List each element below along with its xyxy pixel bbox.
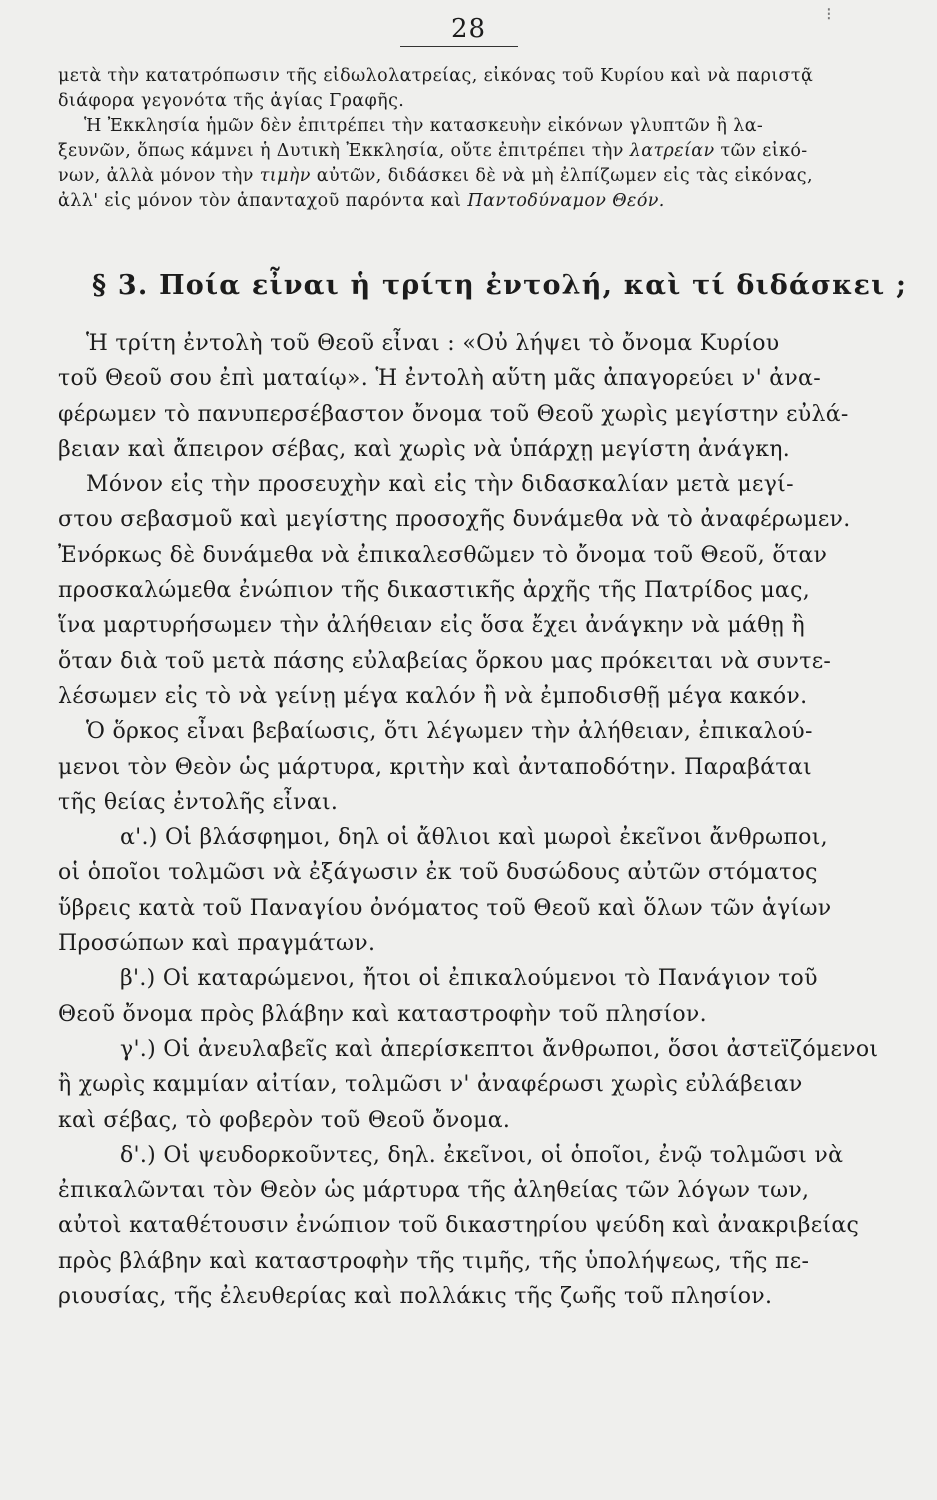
body-line: λέσωμεν εἰς τὸ νὰ γείνῃ μέγα καλόν ἢ νὰ ἐμποδισθῇ μέγα κακόν. [58,683,808,709]
intro-text: νων, ἀλλὰ μόνον τὴν [58,166,254,186]
body-line: βειαν καὶ ἄπειρον σέβας, καὶ χωρὶς νὰ ὑπάρχῃ μεγίστη ἀνάγκη. [58,436,791,462]
body-line: ὕβρεις κατὰ τοῦ Παναγίου ὀνόματος τοῦ Θεοῦ καὶ ὅλων τῶν ἁγίων [58,895,832,921]
intro-italic-pantodynamon: Παντοδύναμον Θεόν. [467,191,665,211]
body-line: ἵνα μαρτυρήσωμεν τὴν ἀλήθειαν εἰς ὅσα ἔχει ἀνάγκην νὰ μάθῃ ἢ [58,613,805,639]
body-line: πρὸς βλάβην καὶ καταστροφὴν τῆς τιμῆς, τῆς ὑπολήψεως, τῆς πε- [58,1248,810,1274]
intro-line: διάφορα γεγονότα τῆς ἁγίας Γραφῆς. [58,91,405,111]
body-line: καὶ σέβας, τὸ φοβερὸν τοῦ Θεοῦ ὄνομα. [58,1107,511,1133]
body-line: Θεοῦ ὄνομα πρὸς βλάβην καὶ καταστροφὴν τοῦ πλησίον. [58,1001,707,1027]
intro-line: μετὰ τὴν κατατρόπωσιν τῆς εἰδωλολατρείας, εἰκόνας τοῦ Κυρίου καὶ νὰ παριστᾷ [58,66,814,86]
body-line: στου σεβασμοῦ καὶ μεγίστης προσοχῆς δυνάμεθα νὰ τὸ ἀναφέρωμεν. [58,507,851,533]
intro-line [58,164,878,189]
intro-line [58,189,878,214]
body-line: ἢ χωρὶς καμμίαν αἰτίαν, τολμῶσι ν' ἀναφέρωσι χωρὶς εὐλάβειαν [58,1072,803,1098]
body-line: τοῦ Θεοῦ σου ἐπὶ ματαίῳ». Ἡ ἐντολὴ αὕτη μᾶς ἀπαγορεύει ν' ἀνα- [58,366,821,392]
intro-paragraph [58,64,878,214]
intro-text: ξευνῶν, ὅπως κάμνει ἡ Δυτικὴ Ἐκκλησία, οὔτε ἐπιτρέπει τὴν [58,141,624,161]
header-rule [400,46,518,47]
body-line: μενοι τὸν Θεὸν ὡς μάρτυρα, κριτὴν καὶ ἀνταποδότην. Παραβάται [58,754,812,780]
body-line: α'.) Οἱ βλάσφημοι, δηλ οἱ ἄθλιοι καὶ μωροὶ ἐκεῖνοι ἄνθρωποι, [120,825,828,851]
intro-text: ἀλλ' εἰς μόνον τὸν ἁπανταχοῦ παρόντα καὶ [58,191,462,211]
section-body [58,326,878,1314]
body-line: β'.) Οἱ καταρώμενοι, ἤτοι οἱ ἐπικαλούμενοι τὸ Πανάγιον τοῦ [120,966,818,992]
intro-line: Ἡ Ἐκκλησία ἡμῶν δὲν ἐπιτρέπει τὴν κατασκευὴν εἰκόνων γλυπτῶν ἢ λα- [84,116,764,136]
body-line: φέρωμεν τὸ πανυπερσέβαστον ὄνομα τοῦ Θεοῦ χωρὶς μεγίστην εὐλά- [58,401,849,427]
body-line: οἱ ὁποῖοι τολμῶσι νὰ ἐξάγωσιν ἐκ τοῦ δυσώδους αὐτῶν στόματος [58,860,818,886]
body-line: Ὁ ὅρκος εἶναι βεβαίωσις, ὅτι λέγωμεν τὴν ἀλήθειαν, ἐπικαλού- [86,719,813,745]
body-line: ὅταν διὰ τοῦ μετὰ πάσης εὐλαβείας ὅρκου μας πρόκειται νὰ συντε- [58,648,832,674]
intro-italic-latreian: λατρείαν [629,141,715,161]
intro-text: αὐτῶν, διδάσκει δὲ νὰ μὴ ἐλπίζωμεν εἰς τὰς εἰκόνας, [316,166,813,186]
body-line: αὐτοὶ καταθέτουσιν ἐνώπιον τοῦ δικαστηρίου ψεύδη καὶ ἀνακριβείας [58,1213,860,1239]
intro-italic-timin: τιμὴν [259,166,311,186]
corner-mark: ⁝ [826,4,832,25]
body-line: ριουσίας, τῆς ἐλευθερίας καὶ πολλάκις τῆς ζωῆς τοῦ πλησίον. [58,1284,773,1310]
body-line: τῆς θείας ἐντολῆς εἶναι. [58,789,339,815]
body-line: γ'.) Οἱ ἀνευλαβεῖς καὶ ἀπερίσκεπτοι ἄνθρωποι, ὅσοι ἀστεϊζόμενοι [120,1036,878,1062]
body-line: Προσώπων καὶ πραγμάτων. [58,931,376,957]
intro-text: τῶν εἰκό- [720,141,808,161]
body-line: Μόνον εἰς τὴν προσευχὴν καὶ εἰς τὴν διδασκαλίαν μετὰ μεγί- [86,472,794,498]
intro-line [58,139,878,164]
body-line: προσκαλώμεθα ἐνώπιον τῆς δικαστικῆς ἀρχῆς τῆς Πατρίδος μας, [58,578,810,604]
body-line: Ἡ τρίτη ἐντολὴ τοῦ Θεοῦ εἶναι : «Οὐ λήψει τὸ ὄνομα Κυρίου [86,331,780,356]
body-line: Ἐνόρκως δὲ δυνάμεθα νὰ ἐπικαλεσθῶμεν τὸ ὄνομα τοῦ Θεοῦ, ὅταν [58,542,828,568]
page-number: 28 [450,14,487,44]
section-heading: § 3. Ποία εἶναι ἡ τρίτη ἐντολή, καὶ τί διδάσκει ; [92,270,908,301]
body-line: ἐπικαλῶνται τὸν Θεὸν ὡς μάρτυρα τῆς ἀληθείας τῶν λόγων των, [58,1178,810,1204]
body-line: δ'.) Οἱ ψευδορκοῦντες, δηλ. ἐκεῖνοι, οἱ ὁποῖοι, ἐνῷ τολμῶσι νὰ [120,1142,844,1168]
